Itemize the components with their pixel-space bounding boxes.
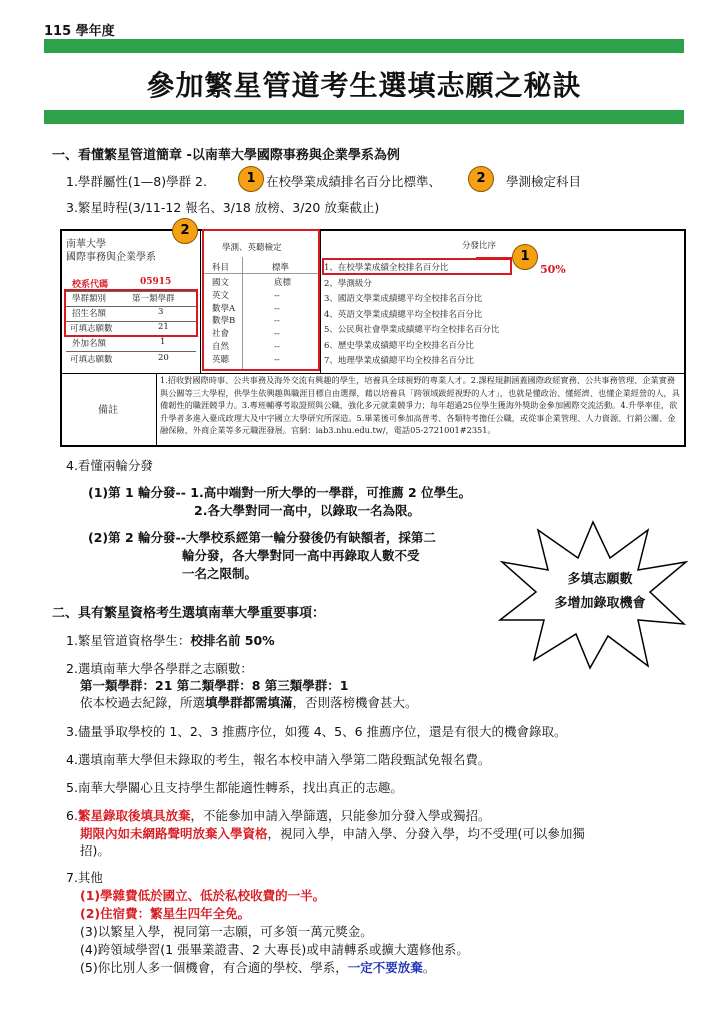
s2-item6-text2: ，視同入學，申請入學、分發入學，均不受理(可以參加獨 (267, 826, 585, 841)
section2-heading: 二、具有繁星資格考生選填南華大學重要事項： (52, 606, 326, 621)
subject-header: 科目 (212, 263, 230, 273)
section1-item3: 3.繁星時程(3/11-12 報名、3/18 放榜、3/20 放棄截止) (66, 200, 380, 215)
subject-item: 自然 (212, 341, 230, 352)
section1-heading: 一、看懂繁星管道簡章 -以南華大學國際事務與企業學系為例 (52, 148, 400, 163)
section1-item1-c: 學測檢定科目 (506, 174, 582, 189)
note-text: 1.招收對國際時事、公共事務及海外交流有興趣的學生，培養具全球視野的專業人才。2.課程規劃涵蓋國際政經實務、公共事務管理、企業實務與公關等三大學程，供學生依興趣與職涯目標自由選擇，藉以培養具「跨領域跋經視野的人才」，也就是懂政治、懂經濟、也懂企業經營的人，具備韌性的職涯競爭力。3.專班輔導考取證照與公職，強化多元就業競爭力；每年超過25位學生獲海外獎助金參加國際交流活動。4.升學率佳，欲升學者多進入臺成政理大及中字國立大學研究所深造。5.畢業後可參加高普考、各類特考擔任公職，或從事企業管理、人力資源、行銷公關、金融保險、外商企業等多元職涯發展。官網：iab3.nhu.edu.tw/，電話05-2721001#2351。 (160, 375, 680, 436)
subject-item: 數學B (212, 316, 236, 327)
star-line2: 多增加錄取機會 (554, 596, 646, 611)
table-dept: 國際事務與企業學系 (66, 252, 156, 263)
s2-item2-c3: ，否則落榜機會甚大。 (292, 695, 418, 710)
s2-item7-5 (80, 958, 435, 976)
ratio-item: 7、地理學業成績總平均全校排名百分比 (324, 356, 474, 366)
standard-item: -- (274, 316, 280, 327)
ratio-header: 分發比序 (462, 241, 497, 251)
s2-item6-red1: 繁星錄取後填具放棄 (77, 808, 191, 823)
s2-item7-5a: (5)你比別人多一個機會，有合適的學校、學系， (80, 960, 348, 975)
ratio-item: 1、在校學業成績全校排名百分比 (324, 263, 449, 273)
admission-table (60, 229, 686, 447)
s2-item2-b: 第一類學群：21 第二類學群：8 第三類學群：1 (80, 678, 349, 693)
highlight-box-left (64, 289, 198, 337)
ratio-item: 2、學測級分 (324, 278, 372, 289)
standard-item: -- (274, 354, 280, 365)
s2-item6-num: 6. (66, 808, 78, 823)
standard-item: -- (274, 290, 280, 301)
choices-label: 可填志願數 (70, 324, 113, 334)
ratio-item: 5、公民與社會學業成績總平均全校排名百分比 (324, 325, 500, 335)
round2-line-b: 輪分發，各大學對同一高中再錄取人數不受 (182, 548, 420, 563)
s2-item6-line1 (66, 806, 490, 824)
highlight-box-ratio (322, 258, 512, 275)
star-line1: 多填志願數 (567, 572, 633, 587)
choices-value: 21 (158, 322, 169, 332)
subject-item: 數學A (212, 303, 236, 314)
subject-item: 英聽 (212, 354, 230, 365)
note-label: 備註 (98, 405, 118, 416)
school-year: 115 學年度 (44, 24, 115, 39)
starburst-text (540, 568, 660, 616)
ratio-item: 3、國語文學業成績總平均全校排名百分比 (324, 294, 483, 304)
ratio-item: 4、英語文學業成績總平均全校排名百分比 (324, 309, 483, 320)
s2-item7-1: (1)學雜費低於國立、低於私校收費的一半。 (80, 888, 326, 903)
exam-header: 學測、英聽檢定 (222, 243, 282, 253)
round2-line-c: 一名之限制。 (182, 566, 258, 581)
round1-line-b: 2.各大學對同一高中，以錄取一名為限。 (194, 503, 420, 518)
group-value: 第一類學群 (132, 294, 175, 304)
s2-item7-2: (2)住宿費：繁星生四年全免。 (80, 906, 251, 921)
standard-item: 底標 (274, 278, 292, 288)
round1-line-a: (1)第 1 輪分發-- 1.高中端對一所大學的一學群，可推薦 2 位學生。 (88, 485, 472, 500)
s2-item7-5c: 。 (422, 960, 436, 975)
number-circle-1-table: 1 (512, 244, 538, 270)
ratio-list (324, 261, 499, 370)
s2-item1 (66, 631, 275, 649)
table-school: 南華大學 (66, 239, 106, 250)
quota-label: 招生名額 (72, 309, 107, 319)
extra-choices-value: 20 (158, 353, 169, 363)
s2-item5: 5.南華大學關心且支持學生都能適性轉系，找出真正的志趣。 (66, 780, 403, 795)
green-divider-top (44, 39, 684, 53)
quota-value: 3 (158, 307, 164, 317)
s2-item7-4: (4)跨領域學習(1 張畢業證書、2 大專長)或申請轉系或擴大選修他系。 (80, 942, 469, 957)
subject-item: 英文 (212, 290, 230, 301)
s2-item6-line2 (80, 824, 585, 842)
number-circle-2: 2 (468, 166, 494, 192)
standard-header: 標準 (272, 263, 290, 273)
s2-item2-c (80, 693, 418, 711)
code-value: 05915 (140, 277, 172, 287)
section1-item1-a: 1.學群屬性(1—8)學群 2. (66, 174, 207, 189)
s2-item6-line3: 招)。 (80, 843, 110, 858)
standard-item: -- (274, 303, 280, 314)
s2-item1-bold: 校排名前 50% (190, 633, 275, 648)
s2-item1-text: 1.繁星管道資格學生： (66, 633, 191, 648)
page-title: 參加繁星管道考生選填志願之秘訣 (146, 69, 582, 102)
highlight-box-exam (202, 229, 320, 371)
subject-item: 國文 (212, 278, 230, 288)
standard-item: -- (274, 341, 280, 352)
extra-choices-label: 可填志願數 (70, 355, 113, 365)
s2-item4: 4.選填南華大學但未錄取的考生，報名本校申請入學第二階段甄試免報名費。 (66, 752, 491, 767)
green-divider-bottom (44, 110, 684, 124)
extra-quota-label: 外加名額 (72, 339, 107, 349)
section1-item1-b: 在校學業成績排名百分比標準、 (266, 174, 442, 189)
percent-label: 50% (540, 263, 566, 276)
s2-item3: 3.儘量爭取學校的 1、2、3 推薦序位，如獲 4、5、6 推薦序位，還是有很大的機會錄取。 (66, 724, 567, 739)
number-circle-2-table: 2 (172, 218, 198, 244)
ratio-item: 6、歷史學業成績總平均全校排名百分比 (324, 340, 474, 351)
s2-item7-3: (3)以繁星入學，視同第一志願，可多領一萬元獎金。 (80, 924, 373, 939)
two-round-heading: 4.看懂兩輪分發 (66, 458, 153, 473)
round2-line-a: (2)第 2 輪分發--大學校系經第一輪分發後仍有缺額者，採第二 (88, 530, 436, 545)
connector-line (476, 257, 512, 259)
s2-item6-red2: 期限內如未網路聲明放棄入學資格 (80, 826, 268, 841)
s2-item7: 7.其他 (66, 870, 103, 885)
extra-quota-value: 1 (160, 337, 166, 347)
s2-item6-text1: ，不能參加申請入學篩選，只能參加分發入學或獨招。 (190, 808, 491, 823)
subject-item: 社會 (212, 329, 230, 340)
standard-item: -- (274, 329, 280, 340)
s2-item7-5b: 一定不要放棄 (347, 960, 423, 975)
number-circle-1: 1 (238, 166, 264, 192)
s2-item2-a: 2.選填南華大學各學群之志願數： (66, 661, 253, 676)
s2-item2-c1: 依本校過去紀錄，所選 (80, 695, 206, 710)
group-label: 學群類別 (72, 294, 107, 304)
s2-item2-c2: 填學群都需填滿 (205, 695, 293, 710)
code-label: 校系代碼 (72, 280, 109, 290)
